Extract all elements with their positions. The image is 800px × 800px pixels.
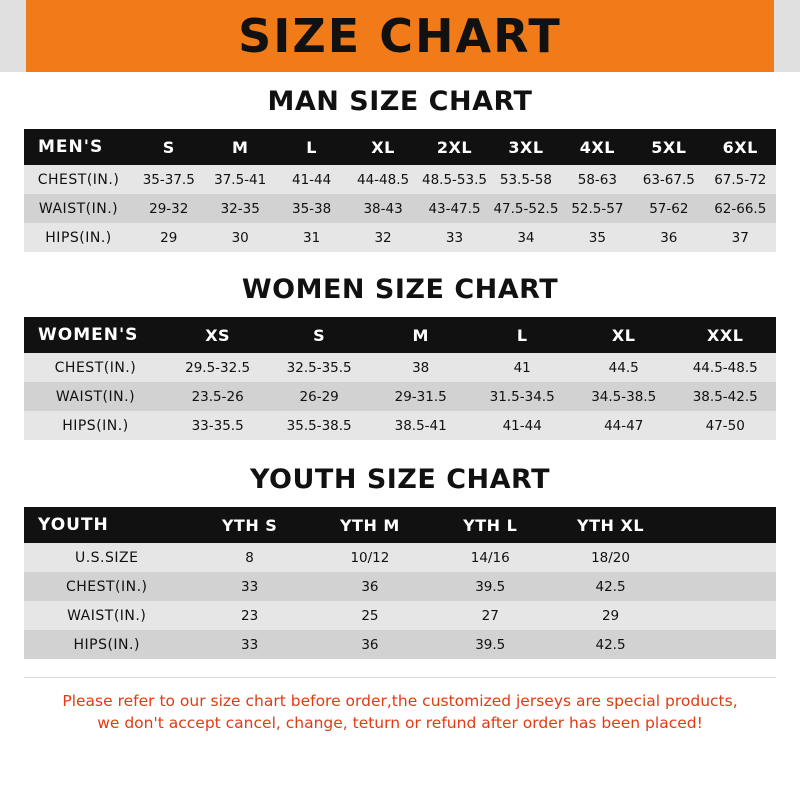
row-label: WAIST(IN.)	[38, 200, 119, 217]
cell: 38	[412, 359, 430, 376]
column-header: L	[306, 137, 317, 157]
cell: 38.5-42.5	[692, 388, 758, 405]
cell: 18/20	[591, 549, 630, 566]
banner-left-edge	[0, 0, 26, 72]
cell: 32.5-35.5	[286, 359, 352, 376]
cell-spacer	[671, 601, 776, 630]
cell: 42.5	[595, 636, 626, 653]
column-header: XL	[371, 137, 395, 157]
cell: 39.5	[475, 636, 506, 653]
cell: 38.5-41	[394, 417, 447, 434]
cell: 14/16	[470, 549, 510, 566]
cell: 62-66.5	[714, 200, 767, 217]
cell: 37	[731, 229, 749, 246]
table-row	[24, 194, 776, 223]
cell: 35.5-38.5	[286, 417, 352, 434]
cell: 29	[601, 607, 620, 624]
cell: 36	[361, 636, 379, 653]
cell: 41-44	[292, 171, 332, 188]
row-label: WAIST(IN.)	[55, 388, 136, 405]
cell: 47-50	[705, 417, 745, 434]
man-size-table	[24, 129, 776, 252]
column-header: 5XL	[651, 137, 687, 157]
cell: 33	[241, 636, 259, 653]
cell: 38-43	[363, 200, 403, 217]
table-row	[24, 572, 776, 601]
cell: 30	[231, 229, 249, 246]
content-area	[0, 86, 800, 735]
cell: 35	[588, 229, 606, 246]
row-label: CHEST(IN.)	[54, 359, 137, 376]
cell: 29-31.5	[394, 388, 447, 405]
row-label: U.S.SIZE	[74, 549, 139, 566]
cell: 23.5-26	[191, 388, 244, 405]
table-row	[24, 353, 776, 382]
column-header: 3XL	[508, 137, 544, 157]
cell: 36	[660, 229, 678, 246]
column-header: YTH XL	[577, 515, 645, 535]
table-header-row	[24, 129, 776, 165]
cell: 29-32	[149, 200, 189, 217]
cell: 23	[241, 607, 259, 624]
table-row	[24, 543, 776, 572]
cell: 36	[361, 578, 379, 595]
table-header-row	[24, 507, 776, 543]
row-label: CHEST(IN.)	[65, 578, 148, 595]
row-label: HIPS(IN.)	[73, 636, 140, 653]
column-header: XS	[205, 325, 231, 345]
column-header: XXL	[707, 325, 744, 345]
cell: 63-67.5	[642, 171, 695, 188]
women-size-table	[24, 317, 776, 440]
cell: 8	[245, 549, 254, 566]
column-header: 6XL	[722, 137, 758, 157]
table-row	[24, 382, 776, 411]
column-header: S	[313, 325, 326, 345]
column-header: S	[162, 137, 175, 157]
cell-spacer	[671, 572, 776, 601]
cell: 33	[445, 229, 464, 246]
table-row	[24, 601, 776, 630]
column-header: YOUTH	[38, 515, 109, 535]
column-header: YTH L	[463, 515, 518, 535]
row-label: HIPS(IN.)	[45, 229, 112, 246]
row-label: HIPS(IN.)	[62, 417, 129, 434]
table-row	[24, 630, 776, 659]
cell: 44-48.5	[357, 171, 410, 188]
cell: 29.5-32.5	[185, 359, 251, 376]
column-header: M	[231, 137, 249, 157]
youth-size-table	[24, 507, 776, 659]
cell: 44.5	[608, 359, 639, 376]
column-header: 2XL	[436, 137, 473, 157]
cell: 34	[517, 229, 535, 246]
cell: 29	[160, 229, 178, 246]
column-header: L	[516, 325, 528, 345]
table-row	[24, 411, 776, 440]
cell: 34.5-38.5	[591, 388, 657, 405]
cell: 47.5-52.5	[493, 200, 559, 217]
table-row	[24, 165, 776, 194]
cell: 31.5-34.5	[489, 388, 555, 405]
cell: 26-29	[299, 388, 339, 405]
youth-section-title: YOUTH SIZE CHART	[249, 464, 551, 495]
row-label: CHEST(IN.)	[37, 171, 120, 188]
cell: 57-62	[649, 200, 689, 217]
cell: 27	[481, 607, 499, 624]
column-header: 4XL	[579, 137, 615, 157]
cell: 48.5-53.5	[422, 171, 487, 188]
order-policy-note	[24, 677, 776, 735]
note-line-1: Please refer to our size chart before order,the customized jerseys are special products,	[62, 692, 738, 710]
cell: 32-35	[220, 200, 260, 217]
cell: 33	[241, 578, 259, 595]
cell: 58-63	[577, 171, 617, 188]
cell: 41	[513, 359, 531, 376]
column-header: M	[412, 325, 429, 345]
cell-spacer	[671, 630, 776, 659]
cell: 31	[303, 229, 321, 246]
cell: 53.5-58	[499, 171, 552, 188]
column-header: YTH M	[339, 515, 400, 535]
column-header: XL	[611, 325, 636, 345]
column-header: YTH S	[221, 515, 278, 535]
column-header: WOMEN'S	[38, 325, 139, 345]
cell: 10/12	[350, 549, 390, 566]
cell: 52.5-57	[571, 200, 624, 217]
cell: 33-35.5	[191, 417, 244, 434]
cell: 25	[361, 607, 379, 624]
cell: 37.5-41	[214, 171, 267, 188]
row-label: WAIST(IN.)	[67, 607, 147, 624]
page-title: SIZE CHART	[238, 9, 562, 63]
cell: 42.5	[595, 578, 626, 595]
cell: 44.5-48.5	[692, 359, 758, 376]
cell: 67.5-72	[714, 171, 767, 188]
header-banner	[0, 0, 800, 72]
man-section-title: MAN SIZE CHART	[267, 86, 533, 117]
cell-spacer	[671, 543, 776, 572]
column-header-spacer	[671, 507, 776, 543]
cell: 32	[374, 229, 392, 246]
women-section-title: WOMEN SIZE CHART	[241, 274, 559, 305]
banner-right-edge	[774, 0, 800, 72]
note-line-2: we don't accept cancel, change, teturn or refund after order has been placed!	[97, 714, 703, 733]
cell: 39.5	[475, 578, 506, 595]
cell: 44-47	[604, 417, 644, 434]
cell: 35-37.5	[142, 171, 195, 188]
cell: 41-44	[502, 417, 542, 434]
column-header: MEN'S	[38, 137, 104, 157]
table-header-row	[24, 317, 776, 353]
cell: 43-47.5	[428, 200, 481, 217]
cell: 35-38	[292, 200, 332, 217]
table-row	[24, 223, 776, 252]
